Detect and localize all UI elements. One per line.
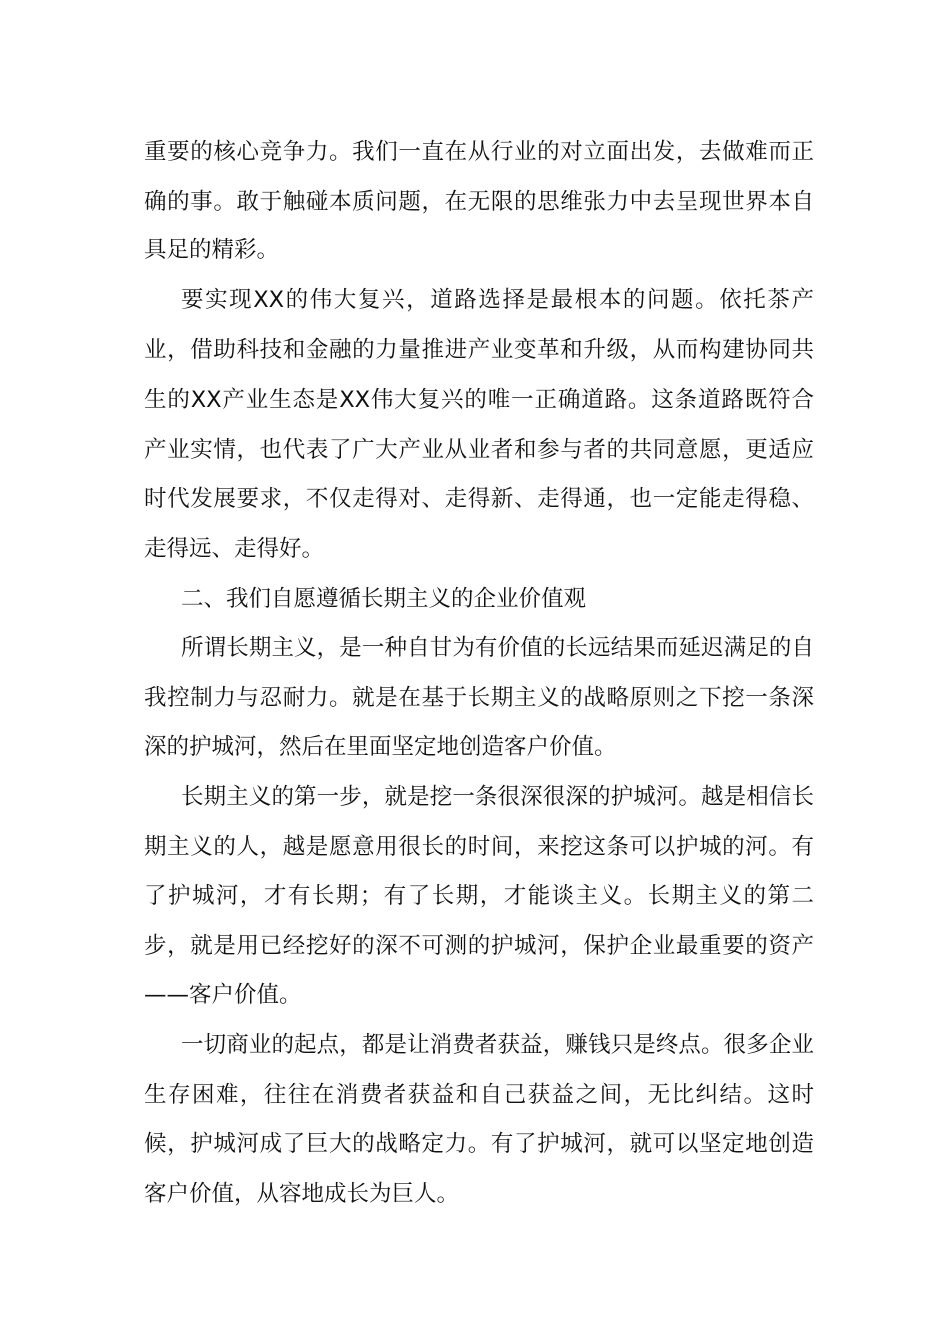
paragraph-2-line-1: 要实现XX的伟大复兴，道路选择是最根本的问题。依托茶产 [181, 287, 814, 313]
paragraph-2-line-3: 生的XX产业生态是XX伟大复兴的唯一正确道路。这条道路既符合 [144, 387, 814, 413]
paragraph-3-line-1: 所谓长期主义，是一种自甘为有价值的长远结果而延迟满足的自 [181, 635, 814, 661]
paragraph-2-line-2: 业，借助科技和金融的力量推进产业变革和升级，从而构建协同共 [144, 337, 814, 363]
paragraph-2-line-5: 时代发展要求，不仅走得对、走得新、走得通，也一定能走得稳、 [144, 486, 814, 512]
paragraph-4-line-3: 了护城河，才有长期；有了长期，才能谈主义。长期主义的第二 [144, 883, 814, 909]
paragraph-4-line-2: 期主义的人，越是愿意用很长的时间，来挖这条可以护城的河。有 [144, 834, 814, 860]
paragraph-5-line-2: 生存困难，往往在消费者获益和自己获益之间，无比纠结。这时 [144, 1082, 814, 1108]
paragraph-1-line-3: 具足的精彩。 [144, 237, 280, 263]
paragraph-4-line-5: ——客户价值。 [144, 982, 302, 1008]
paragraph-3-line-2: 我控制力与忍耐力。就是在基于长期主义的战略原则之下挖一条深 [144, 685, 814, 711]
paragraph-4-line-1: 长期主义的第一步，就是挖一条很深很深的护城河。越是相信长 [181, 784, 814, 810]
paragraph-1-line-2: 确的事。敢于触碰本质问题，在无限的思维张力中去呈现世界本自 [144, 189, 814, 215]
section-heading: 二、我们自愿遵循长期主义的企业价值观 [181, 586, 587, 612]
paragraph-5-line-1: 一切商业的起点，都是让消费者获益，赚钱只是终点。很多企业 [181, 1032, 814, 1058]
paragraph-4-line-4: 步，就是用已经挖好的深不可测的护城河，保护企业最重要的资产 [144, 933, 814, 959]
paragraph-5-line-3: 候，护城河成了巨大的战略定力。有了护城河，就可以坚定地创造 [144, 1131, 814, 1157]
paragraph-2-line-4: 产业实情，也代表了广大产业从业者和参与者的共同意愿，更适应 [144, 437, 814, 463]
paragraph-2-line-6: 走得远、走得好。 [144, 536, 325, 562]
paragraph-1-line-1: 重要的核心竞争力。我们一直在从行业的对立面出发，去做难而正 [144, 139, 814, 165]
paragraph-5-line-4: 客户价值，从容地成长为巨人。 [144, 1181, 460, 1207]
paragraph-3-line-3: 深的护城河，然后在里面坚定地创造客户价值。 [144, 734, 617, 760]
